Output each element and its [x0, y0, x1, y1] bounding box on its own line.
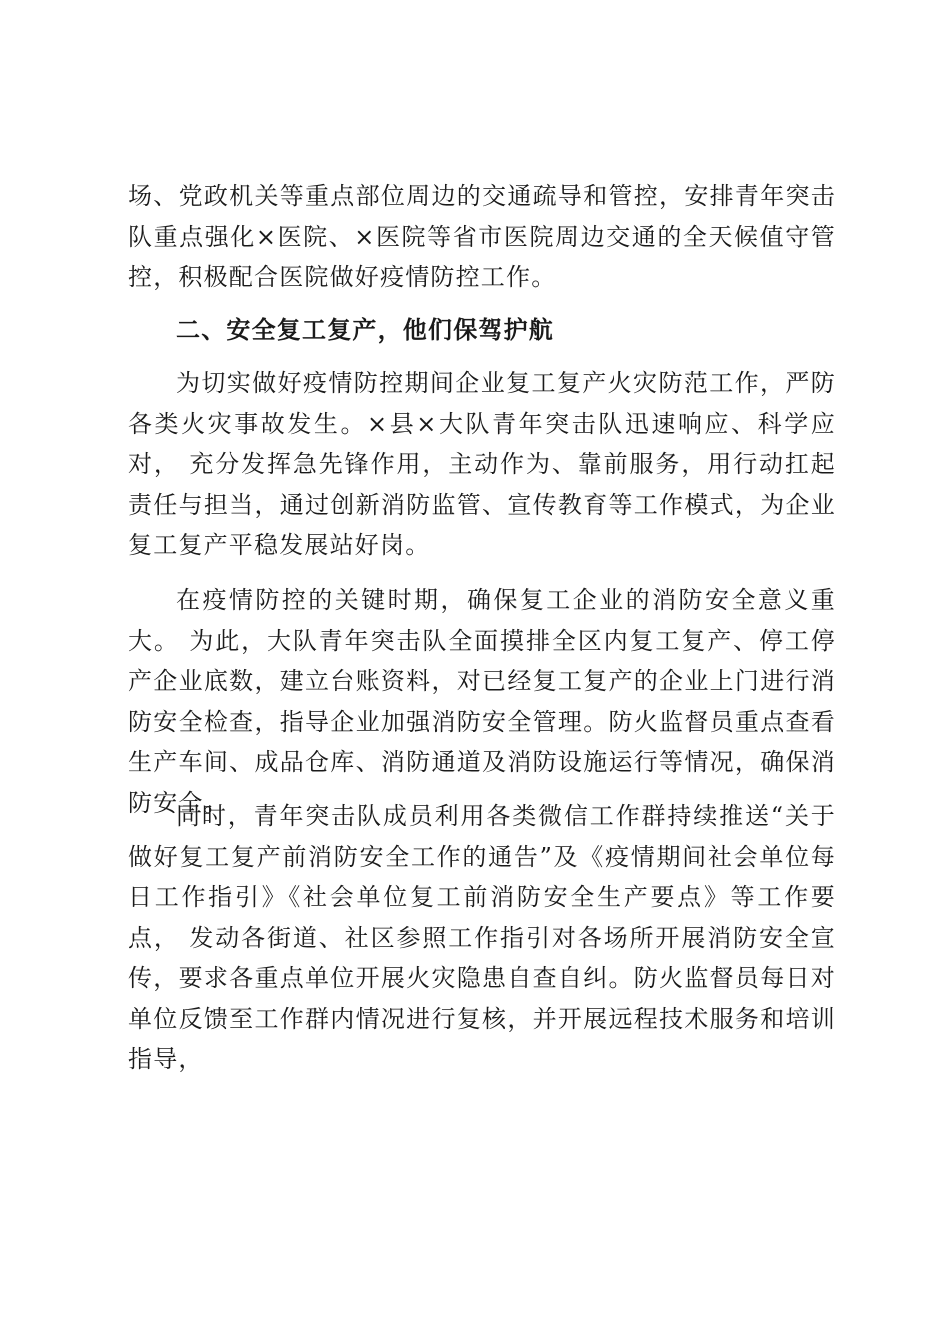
- paragraph-enterprise-inspection: 在疫情防控的关键时期，确保复工企业的消防安全意义重大。 为此，大队青年突击队全面摸排全区内复工复产、停工停产企业底数，建立台账资料，对已经复工复产的企业上门进行消防安全检查，指导企业加强消防安全管理。防火监督员重点查看生产车间、成品仓库、消防通道及消防设施运行等情况，确保消防安全。: [128, 586, 836, 817]
- continuation-paragraph: 场、党政机关等重点部位周边的交通疏导和管控，安排青年突击 队重点强化×医院、×医院等省市医院周边交通的全天候值守管 控，积极配合医院做好疫情防控工作。: [128, 182, 836, 291]
- paragraph-wechat-outreach: 同时，青年突击队成员利用各类微信工作群持续推送“关于做好复工复产前消防安全工作的通告”及《疫情期间社会单位每日工作指引》《社会单位复工前消防安全生产要点》等工作要点， 发动各街道、社区参照工作指引对各场所开展消防安全宣传，要求各重点单位开展火灾隐患自查自纠。防火监督员每日对单位反馈至工作群内情况进行复核，并开展远程技术服务和培训指导，: [128, 802, 836, 1073]
- paragraph-fire-prevention: 为切实做好疫情防控期间企业复工复产火灾防范工作，严防各类火灾事故发生。×县×大队青年突击队迅速响应、科学应对， 充分发挥急先锋作用，主动作为、靠前服务，用行动扛起责任与担当，通过创新消防监管、宣传教育等工作模式，为企业复工复产平稳发展站好岗。: [128, 369, 836, 559]
- section-heading: 二、安全复工复产，他们保驾护航: [176, 316, 554, 344]
